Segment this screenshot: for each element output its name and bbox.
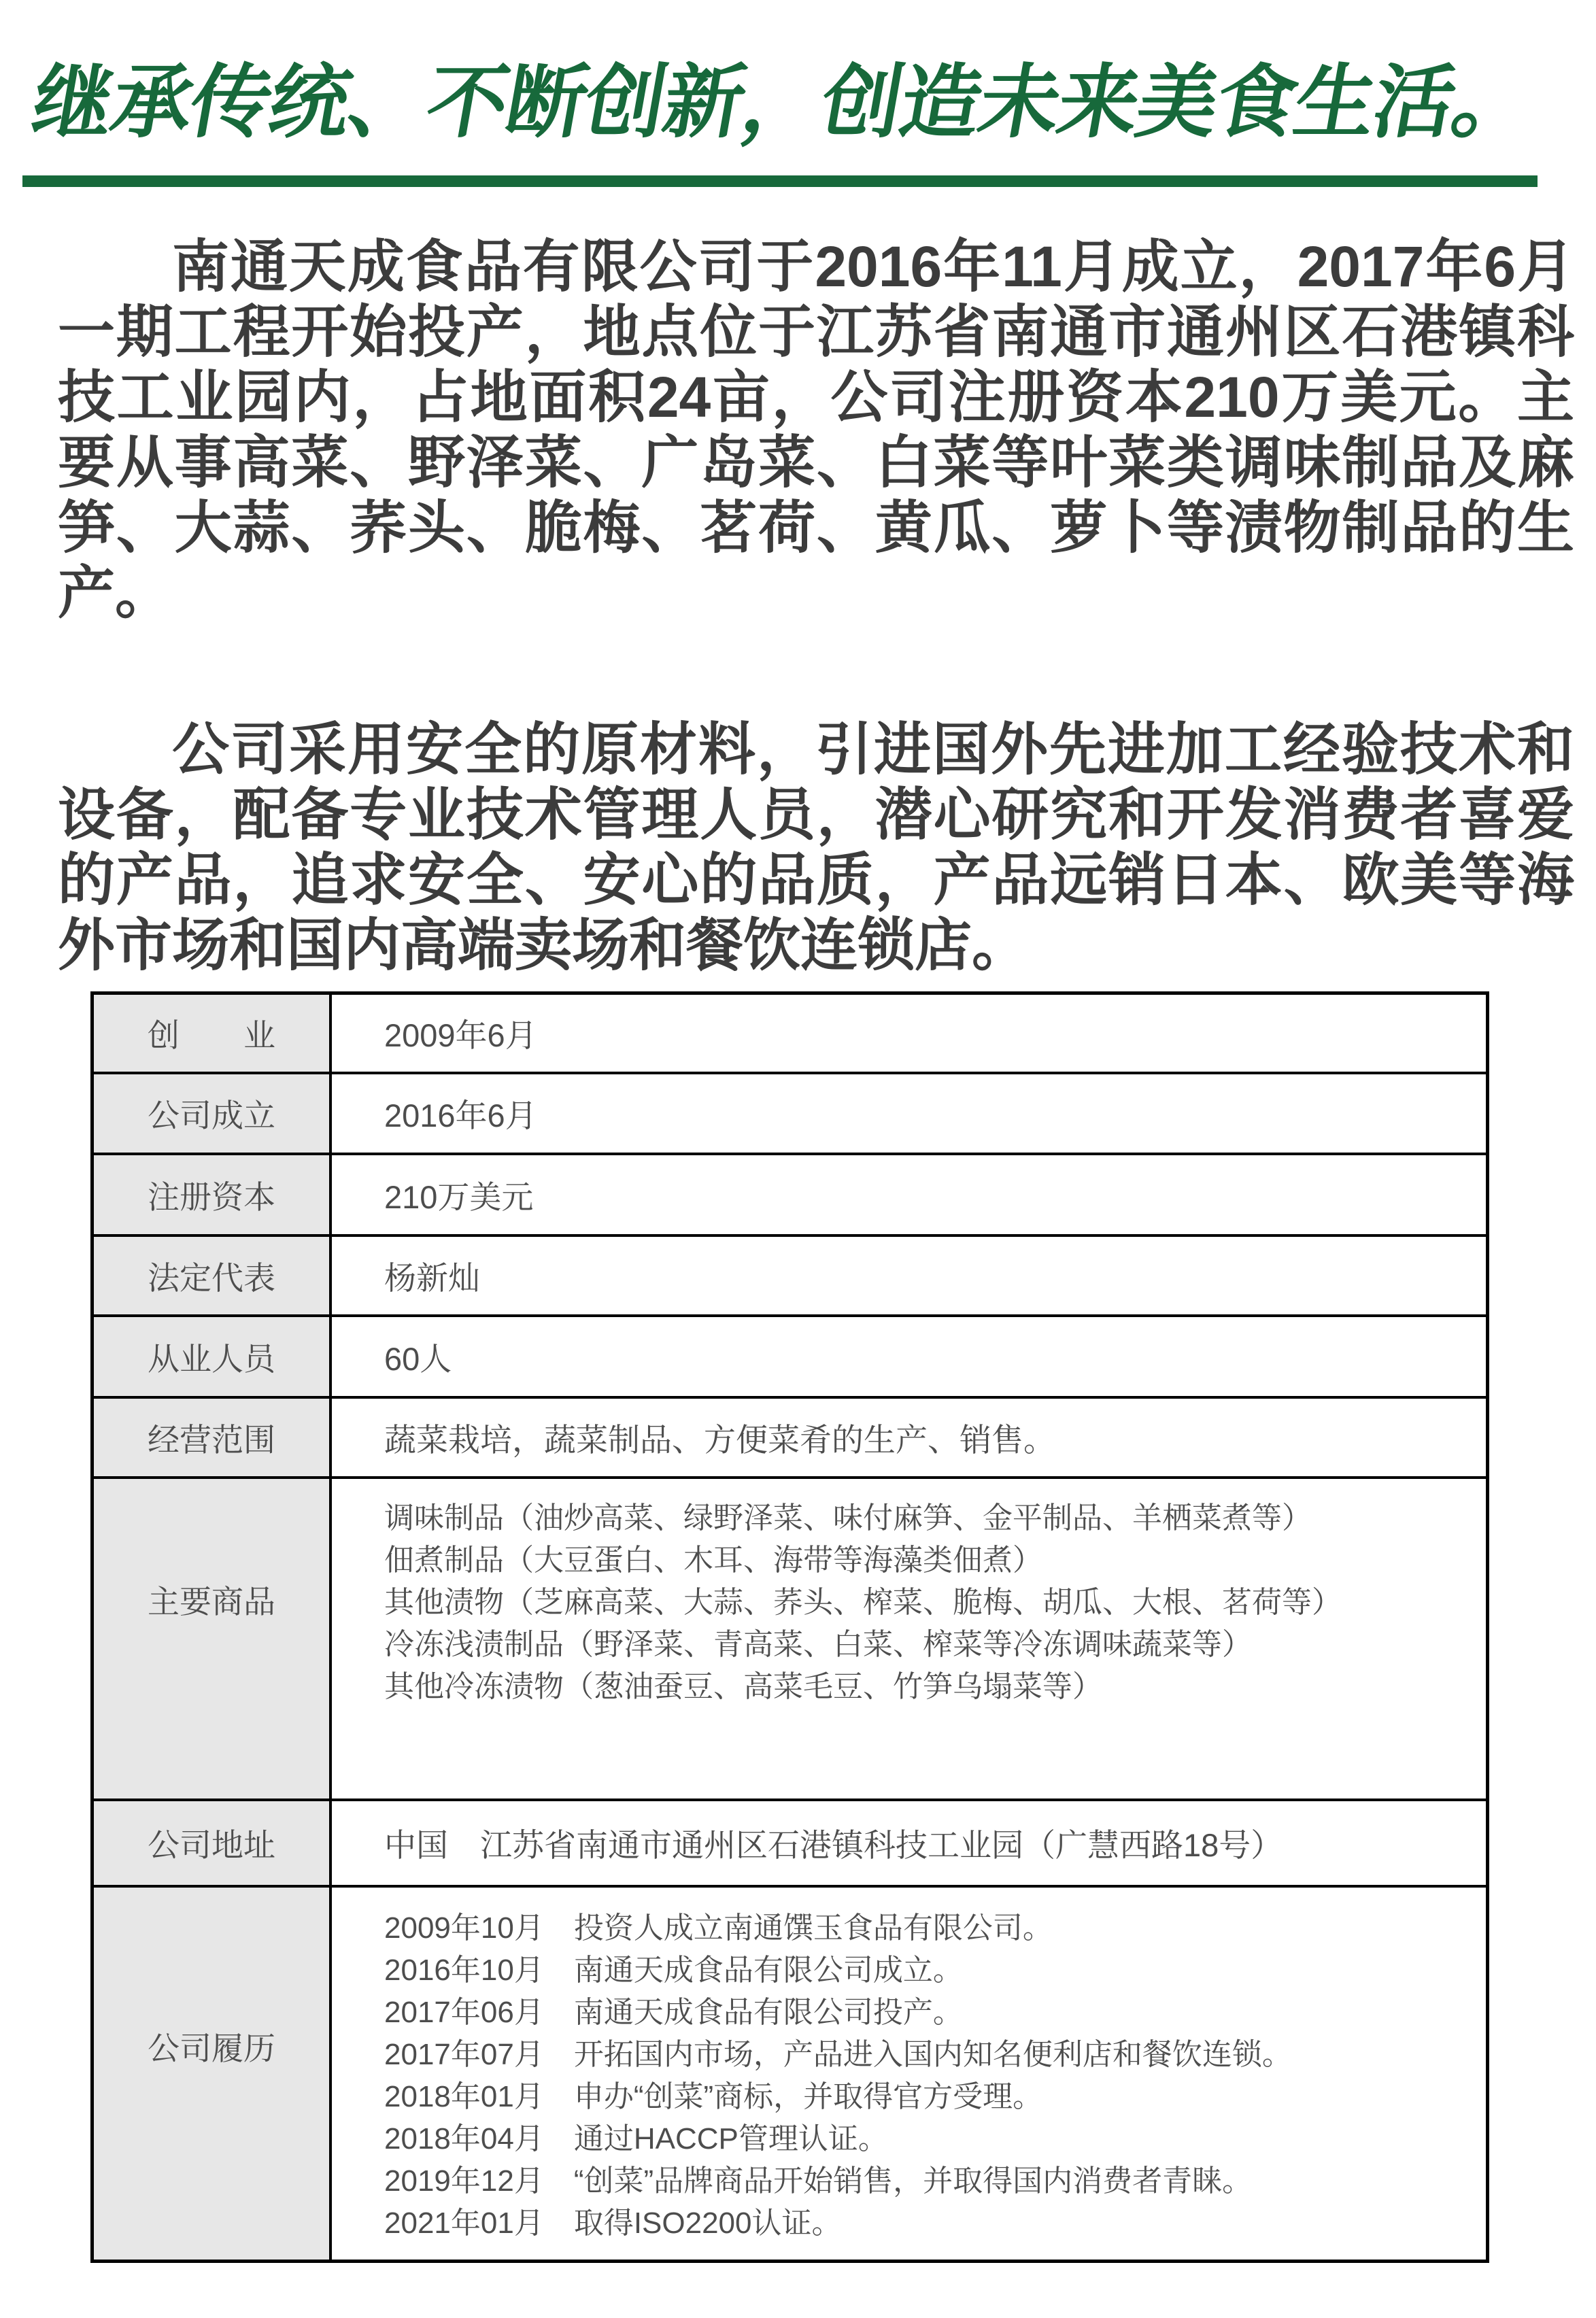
row-label: 创 业: [94, 995, 332, 1072]
table-row: [94, 1396, 1486, 1476]
history-line: 2018年04月 通过HACCP管理认证。: [384, 2122, 888, 2155]
row-value: 2016年6月: [384, 1097, 537, 1134]
product-line: 其他冷冻渍物（葱油蚕豆、高菜毛豆、竹笋乌塌菜等）: [384, 1670, 1102, 1703]
page-title: 继承传统、不断创新，创造未来美食生活。: [25, 58, 1540, 148]
row-label: 主要商品: [94, 1479, 332, 1799]
product-line: 其他渍物（芝麻高菜、大蒜、荞头、榨菜、脆梅、胡瓜、大根、茗荷等）: [384, 1586, 1342, 1619]
table-row: [94, 1234, 1486, 1314]
history-line: 2019年12月 “创菜”品牌商品开始销售，并取得国内消费者青睐。: [384, 2164, 1253, 2198]
row-label: 法定代表: [94, 1237, 332, 1314]
row-value: 60人: [384, 1340, 452, 1377]
table-row: [94, 1314, 1486, 1396]
history-line: 2018年01月 申办“创菜”商标，并取得官方受理。: [384, 2080, 1043, 2113]
row-value-lines: [332, 1888, 1486, 2260]
history-line: 2017年06月 南通天成食品有限公司投产。: [384, 1996, 963, 2029]
history-line: 2009年10月 投资人成立南通馔玉食品有限公司。: [384, 1911, 1053, 1945]
intro-paragraph: 公司采用安全的原材料，引进国外先进加工经验技术和设备，配备专业技术管理人员，潜心研究和开发消费者喜爱的产品，追求安全、安心的品质，产品远销日本、欧美等海外市场和国内高端卖场和餐饮连锁店。: [58, 717, 1574, 977]
product-line: 冷冻浅渍制品（野泽菜、青高菜、白菜、榨菜等冷冻调味蔬菜等）: [384, 1628, 1252, 1661]
row-label: 从业人员: [94, 1317, 332, 1396]
history-line: 2017年07月 开拓国内市场，产品进入国内知名便利店和餐饮连锁。: [384, 2038, 1292, 2071]
row-label: 注册资本: [94, 1155, 332, 1234]
table-row: [94, 1885, 1486, 2260]
history-line: 2021年01月 取得ISO2200认证。: [384, 2206, 842, 2240]
row-value: 中国 江苏省南通市通州区石港镇科技工业园（广慧西路18号）: [384, 1827, 1283, 1863]
product-line: 佃煮制品（大豆蛋白、木耳、海带等海藻类佃煮）: [384, 1544, 1042, 1577]
row-value: 210万美元: [384, 1178, 534, 1215]
row-value: 蔬菜栽培，蔬菜制品、方便菜肴的生产、销售。: [384, 1421, 1055, 1458]
history-line: 2016年10月 南通天成食品有限公司成立。: [384, 1954, 963, 1987]
table-row: [94, 1072, 1486, 1153]
company-introduction: [58, 234, 1574, 978]
title-underline: [22, 175, 1538, 187]
row-label: 公司成立: [94, 1074, 332, 1153]
table-row: [94, 1799, 1486, 1885]
row-value: 杨新灿: [384, 1259, 480, 1296]
table-row: [94, 995, 1486, 1072]
company-info-table: [90, 991, 1489, 2263]
table-row: [94, 1153, 1486, 1234]
product-line: 调味制品（油炒高菜、绿野泽菜、味付麻笋、金平制品、羊栖菜煮等）: [384, 1501, 1312, 1535]
table-row: [94, 1476, 1486, 1799]
row-value-lines: [332, 1479, 1486, 1799]
intro-paragraph: 南通天成食品有限公司于2016年11月成立，2017年6月一期工程开始投产，地点位于江苏省南通市通州区石港镇科技工业园内，占地面积24亩，公司注册资本210万美元。主要从事高菜、野泽菜、广岛菜、白菜等叶菜类调味制品及麻笋、大蒜、荞头、脆梅、茗荷、黄瓜、萝卜等渍物制品的生产。: [58, 235, 1574, 625]
row-label: 公司地址: [94, 1801, 332, 1885]
row-value: 2009年6月: [384, 1017, 537, 1053]
row-label: 经营范围: [94, 1399, 332, 1476]
row-label: 公司履历: [94, 1888, 332, 2260]
